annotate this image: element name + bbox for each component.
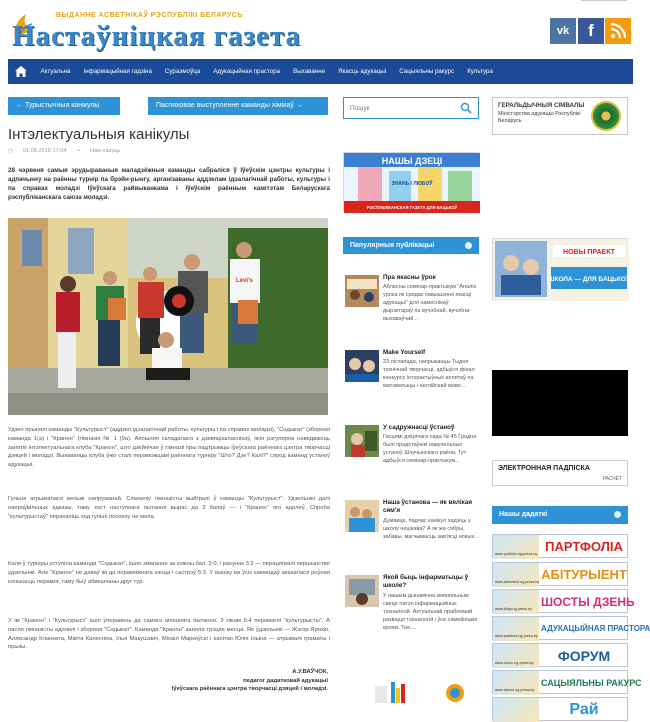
home-icon[interactable] — [8, 59, 34, 84]
popular-item[interactable] — [343, 571, 479, 661]
article-category[interactable]: Нам пішуць — [90, 148, 121, 154]
popular-item-title[interactable]: Пра якасны ўрок — [383, 274, 436, 281]
popular-item-desc: Думаеце, падчас канікул хадзіць у школу нецікава? А як жа сябры, забавы, магчымасць зав'ясці новых... — [383, 518, 479, 541]
supplement-banner[interactable] — [492, 697, 628, 721]
article-date: 01.08.2018 17:04 — [22, 148, 67, 154]
popular-item-title[interactable]: Якой быць інфарматыцы ў школе? — [383, 574, 469, 589]
home-glyph — [15, 66, 27, 77]
nashy-dzeci-caption: РЭСПУБЛІКАНСКАЯ ГАЗЕТА ДЛЯ БАЦЬКОЎ — [366, 205, 458, 210]
popular-item-title[interactable]: Make Yourself — [383, 349, 426, 356]
popular-item[interactable] — [343, 421, 479, 496]
supplement-url: www.abiturient.ng-press.by — [495, 580, 540, 584]
popular-publications-header — [343, 237, 479, 254]
supplement-url: www.forum.ng-press.by — [495, 661, 534, 665]
main-nav — [8, 59, 633, 84]
arrow-right-icon: → — [293, 102, 303, 109]
supplement-name: Рай — [569, 701, 599, 718]
supplement-name: ПАРТФОЛІА — [545, 539, 623, 554]
article-paragraph: Каля ў турніры уступіла каманда "Сндыкат", ішло змаганне за кожны бал. 2:0, і рахунак 3:2 — перацягвалі першынство удзельнікі. Але "Кранон" не даваў ім да пераможнага канца і састрэў 5:3. У выніку ва ўсіх камандаў аказалася роўная колькасць перамог, таму быў абвешчаны друг тур. — [8, 561, 330, 585]
supplement-image — [493, 698, 539, 722]
supplement-name: ШОСТЫ ДЗЕНЬ — [541, 595, 635, 609]
search-icon[interactable] — [460, 102, 472, 114]
e-subscription-label: ЭЛЕКТРОННАЯ ПАДПІСКА — [498, 465, 590, 472]
nav-item-aktualna[interactable]: Актуальна — [40, 68, 71, 75]
facebook-icon[interactable]: f — [578, 18, 604, 44]
circle-icon — [614, 511, 621, 518]
nav-item-edu-space[interactable]: Адукацыйная прастора — [213, 68, 281, 75]
rss-icon[interactable] — [605, 18, 631, 44]
popular-item-desc: Гасцямі дзіцячага сада № 45 Гродна былі прадстаўнікі навучальных устаноў Шчучынскага раёна. Тут адбыўся семінар-практыкум... — [383, 434, 477, 465]
school-banner-main: ШКОЛА — ДЛЯ БАЦЬКОЎ — [547, 276, 631, 283]
supplement-banner[interactable] — [492, 562, 628, 586]
heraldic-symbols-sub: Міністэрства адукацыі Рэспублікі Беларусь — [498, 111, 581, 124]
article-title: Інтэлектуальныя канікулы — [8, 126, 190, 143]
vk-icon[interactable]: vk — [550, 18, 576, 44]
popular-item-thumb — [345, 425, 379, 457]
supplement-banner[interactable] — [492, 670, 642, 694]
e-subscription-sub: РАСЧЁТ — [602, 476, 622, 482]
supplement-name: АБІТУРЫЕНТ — [541, 567, 627, 582]
popular-item-desc: Абласны семінар-практыкум "Аналіз урока як сродак павышэння якасці адукацыі" для намеснікаў дырэктараў па вучэбнай, вучэбна-выхаваўчай... — [383, 284, 477, 323]
nav-item-info-hour[interactable]: Інфармацыйная гадзіна — [83, 68, 152, 75]
nav-item-social[interactable]: Сацыяльны ракурс — [399, 68, 455, 75]
logo-title[interactable]: Настаўніцкая газета — [12, 20, 302, 52]
article-lead: 28 чэрвеня самыя эрудыраваныя маладзёжныя каманды сабраліся ў Іўеўскім цэнтры культуры і адпачынку на раённы турнір па брэйн-рынгу, арганізаваны аддзелам ідэалагічнай работы, культуры і па справах моладзі Іўеўскага райвыканкама і Іўеўскім раённым камітэтам Беларускага рэспубліканскага саюза моладзі. — [8, 167, 330, 201]
supplement-url: www.6day.ng-press.by — [495, 607, 532, 611]
article-paragraph: Удзел прынялі каманды "Культурыст" (аддзел ідэалагічнай работы, культуры і па справах моладзі), "Сндыкат" (зборная каманда 1(а) і "Кранон" (гімназія № 1 (9а). Апошняя складалася з дзевяціакласнікаў, якія рэгулярна наведваюць заняткі інтэлектуальнага клуба "Кранон", што дзейнічае ў гімназіі пры падтрымцы Іўеўскага раённага цэнтра творчасці дзяцей і моладзі. Выхаванцы клуба ўжо сталі пераможцамі раённага турніру "Што? Дзе? Калі?" сярод каманд устаноў адукацыі. — [8, 427, 330, 469]
clock-icon: ◷ — [8, 148, 13, 154]
popular-item-thumb — [345, 575, 379, 607]
emblem-icon — [591, 101, 621, 131]
article-meta — [8, 148, 130, 154]
supplement-banner[interactable] — [492, 534, 628, 558]
nashy-dzeci-sub: ЗНАНЬ І ЛЮБОЎ — [391, 181, 433, 187]
popular-item-thumb — [345, 350, 379, 382]
header-top-line — [581, 0, 627, 5]
school-for-parents-image — [493, 239, 629, 301]
school-for-parents-banner[interactable] — [492, 238, 631, 300]
heraldic-symbols-title: ГЕРАЛЬДЫЧНЫЯ СІМВАЛЫ — [498, 102, 585, 109]
photo-shirt-text: Levi's — [236, 278, 253, 284]
nav-item-suraemouca[interactable]: Сураэмоўца — [164, 68, 201, 75]
supplement-url: www.portfolio.ng-press.by — [495, 552, 538, 556]
e-subscription-banner[interactable] — [492, 460, 628, 486]
popular-item-thumb — [345, 500, 379, 532]
supplement-banner[interactable] — [492, 589, 635, 613]
supplement-banner[interactable] — [492, 616, 650, 640]
supplement-name: АДУКАЦЫЙНАЯ ПРАСТОРА — [541, 624, 650, 633]
article-paragraph: Гульня атрымалася вельмі напружанай. Спачатку гімназісты выйгралі ў каманды "Культурыст". Удзельнікі далі напраўвільных адказы, таму хост наступнага пытання вырас да 3 балаў — і "Кранон" яго адолеў. Спроба "культурыстаў" перахапіць ход гульні поспеху не мела. — [8, 496, 330, 520]
search-input[interactable] — [350, 102, 460, 115]
circle-icon — [465, 242, 472, 249]
folder-icon: ▪ — [78, 148, 80, 154]
nav-item-vyhavanne[interactable]: Выхаванне — [293, 68, 326, 75]
supplements-title: Нашы дадаткі — [499, 511, 548, 518]
supplement-url: www.rakurs.ng-press.by — [495, 688, 535, 692]
logo-tagline: ВЫДАННЕ АСВЕТНІКАЎ РЭСПУБЛІКІ БЕЛАРУСЬ — [56, 12, 243, 19]
nav-item-quality[interactable]: Якасць адукацыі — [338, 68, 387, 75]
popular-item-title[interactable]: У садружнасці ўстаноў — [383, 424, 455, 431]
prev-article-button[interactable] — [8, 97, 120, 115]
nashy-dzeci-banner-image — [344, 153, 480, 213]
video-placeholder[interactable] — [492, 370, 628, 436]
next-article-label: Паспяховае выступленне каманды хімікаў — [156, 102, 294, 109]
supplement-name: ФОРУМ — [557, 648, 611, 664]
heraldic-symbols-banner[interactable] — [492, 97, 628, 135]
popular-item-title[interactable]: Наша ўстанова — як вялікая сям'я — [383, 499, 472, 514]
supplement-name: САЦЫЯЛЬНЫ РАКУРС — [541, 678, 642, 688]
partner-logos[interactable] — [375, 680, 475, 703]
school-banner-top: НОВЫ ПРАЕКТ — [563, 249, 615, 256]
next-article-button[interactable] — [148, 97, 328, 115]
article-photo — [8, 218, 328, 415]
popular-item[interactable] — [343, 496, 479, 571]
article-paragraph: У ім "Кранон" і "Культурыст" ішлі ўпоравень да самага апошняга пытання. З лікам 5:4 перамаглі "культурысты". А пасля гімназісты адолелі і зборная "Сндыкат". Каманда "Кранон" заняла трэцяе месца. Яе ўдзельнікі — Жэгор Ярохін, Аляксандр Кланката, Мікіта Калесніка, Ілья Макушэвіч, Міхаіл Маркоўскі і капітан Юлія Ільіна — атрымалі граматы і прызы. — [8, 618, 330, 651]
arrow-left-icon: ← — [16, 102, 25, 109]
supplement-url: www.prastora.ng-press.by — [495, 634, 538, 638]
supplements-header — [492, 506, 628, 524]
nav-item-culture[interactable]: Культура — [467, 68, 493, 75]
popular-item[interactable] — [343, 346, 479, 421]
search-box[interactable] — [343, 97, 479, 119]
rss-glyph — [605, 18, 631, 44]
popular-publications-title: Папулярныя публікацыі — [350, 242, 435, 249]
popular-item[interactable] — [343, 271, 479, 346]
supplement-banner[interactable] — [492, 643, 628, 667]
prev-article-label: Турыстычныя канікулы — [24, 102, 100, 109]
signature-role: педагог дадатковай адукацыі — [243, 677, 328, 684]
popular-item-desc: У нашым дынамічна змяняльным свеце патэн інфармацыйных тэхналогій. Актуальнай праблемай развіцця тэхналогій і ўсе сямейніцкія кропкі. Тое,... — [383, 593, 478, 632]
nashy-dzeci-banner[interactable] — [343, 152, 479, 212]
popular-item-thumb — [345, 275, 379, 307]
site-header — [0, 0, 641, 58]
photo-group-image — [8, 218, 328, 415]
popular-item-desc: 23 лістапада, напрыканцы Тыдня тэхнічнай творчасці, адбыўся фінал конкурсу інтэрактыўных аплетаў па матэматыцы і англійскай мове... — [383, 359, 475, 390]
article-signature — [100, 668, 328, 694]
signature-org: Іўеўскага раённага цэнтра творчасці дзяцей і моладзі. — [171, 686, 328, 692]
signature-name: А.У.ВАЎЧОК, — [292, 669, 328, 675]
nashy-dzeci-title: НАШЫ ДЗЕЦІ — [381, 156, 443, 166]
